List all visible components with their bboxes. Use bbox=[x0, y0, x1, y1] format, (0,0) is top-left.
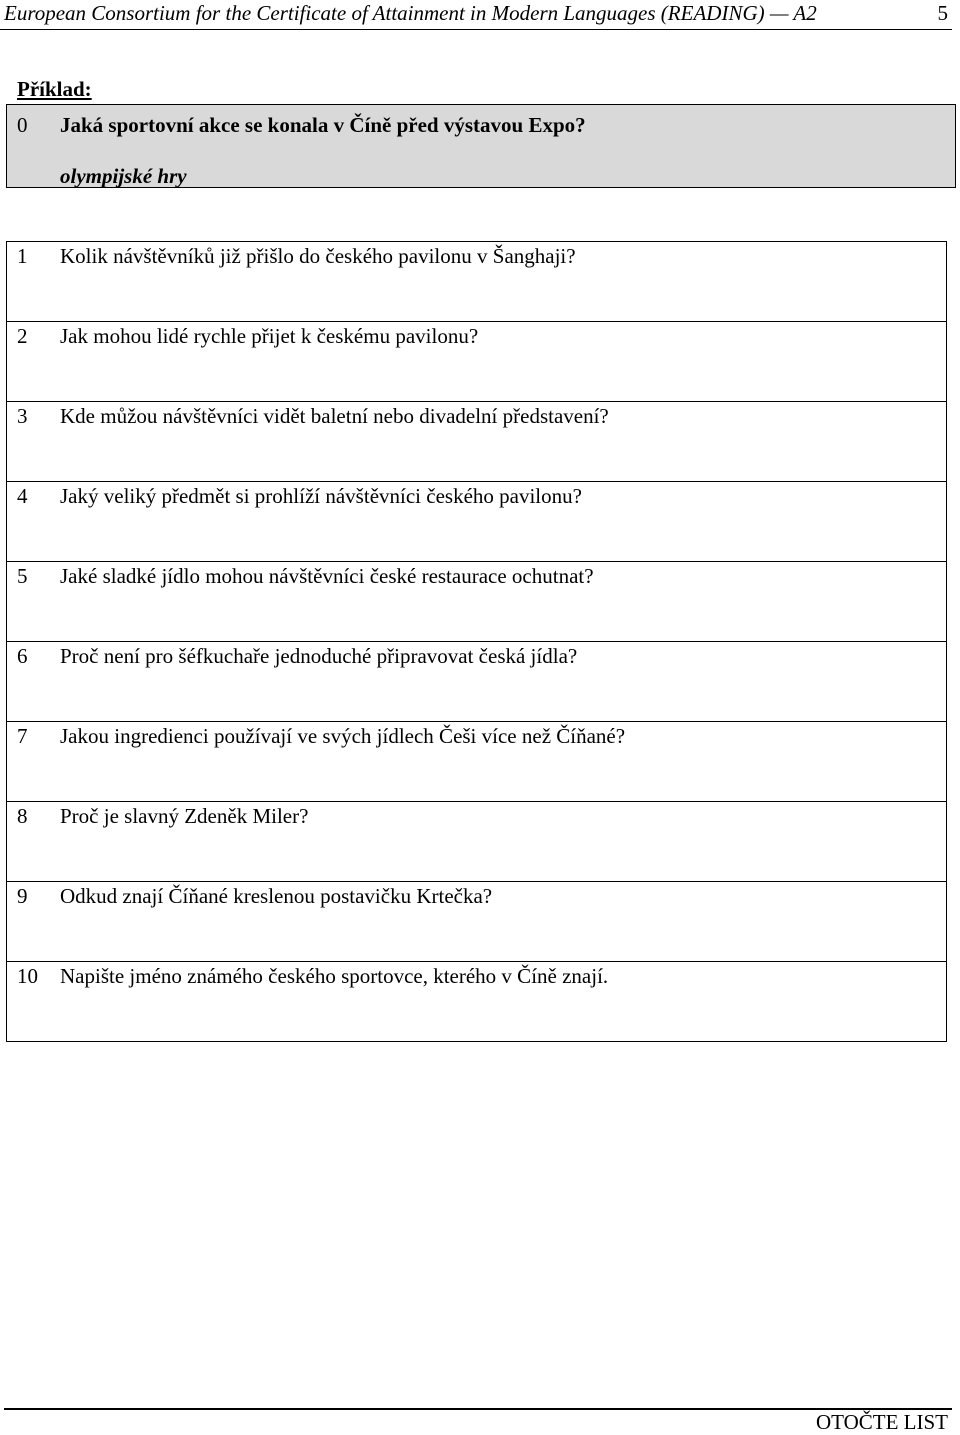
answer-cell[interactable] bbox=[7, 322, 947, 402]
example-box bbox=[6, 104, 956, 188]
question-text: Kde můžou návštěvníci vidět baletní nebo divadelní představení? bbox=[60, 404, 609, 428]
question-number: 7 bbox=[17, 724, 28, 748]
answer-cell[interactable] bbox=[7, 802, 947, 882]
answer-cell[interactable] bbox=[7, 562, 947, 642]
header-title: European Consortium for the Certificate of Attainment in Modern Languages (READING) — A2 bbox=[4, 1, 817, 25]
question-number: 5 bbox=[17, 564, 28, 588]
page-number: 5 bbox=[937, 1, 948, 25]
question-text: Jak mohou lidé rychle přijet k českému pavilonu? bbox=[60, 324, 479, 348]
question-number: 2 bbox=[17, 324, 28, 348]
example-number: 0 bbox=[17, 113, 28, 137]
question-text: Proč je slavný Zdeněk Miler? bbox=[60, 804, 309, 828]
table-row bbox=[7, 882, 947, 962]
answer-cell[interactable] bbox=[7, 402, 947, 482]
example-label: Příklad: bbox=[17, 77, 92, 101]
question-number: 10 bbox=[17, 964, 38, 988]
answer-cell[interactable] bbox=[7, 962, 947, 1042]
answer-cell[interactable] bbox=[7, 482, 947, 562]
question-text: Kolik návštěvníků již přišlo do českého pavilonu v Šanghaji? bbox=[60, 244, 576, 268]
question-text: Napište jméno známého českého sportovce, kterého v Číně znají. bbox=[60, 964, 609, 988]
answer-cell[interactable] bbox=[7, 722, 947, 802]
question-number: 3 bbox=[17, 404, 28, 428]
table-row bbox=[7, 962, 947, 1042]
question-number: 9 bbox=[17, 884, 28, 908]
table-row bbox=[7, 482, 947, 562]
answer-cell[interactable] bbox=[7, 642, 947, 722]
answer-cell[interactable] bbox=[7, 882, 947, 962]
question-number: 8 bbox=[17, 804, 28, 828]
footer-divider bbox=[4, 1408, 952, 1410]
question-number: 4 bbox=[17, 484, 28, 508]
question-text: Jaké sladké jídlo mohou návštěvníci české restaurace ochutnat? bbox=[60, 564, 594, 588]
questions-table bbox=[6, 241, 947, 1042]
question-text: Odkud znají Číňané kreslenou postavičku Krtečka? bbox=[60, 884, 493, 908]
answer-cell[interactable] bbox=[7, 242, 947, 322]
table-row bbox=[7, 722, 947, 802]
question-text: Proč není pro šéfkuchaře jednoduché připravovat česká jídla? bbox=[60, 644, 578, 668]
table-row bbox=[7, 802, 947, 882]
example-question: Jaká sportovní akce se konala v Číně před výstavou Expo? bbox=[60, 113, 586, 137]
table-row bbox=[7, 322, 947, 402]
table-row bbox=[7, 642, 947, 722]
question-text: Jakou ingredienci používají ve svých jídlech Češi více než Číňané? bbox=[60, 724, 626, 748]
table-row bbox=[7, 562, 947, 642]
page-header bbox=[0, 0, 952, 30]
question-number: 1 bbox=[17, 244, 28, 268]
question-number: 6 bbox=[17, 644, 28, 668]
question-text: Jaký veliký předmět si prohlíží návštěvníci českého pavilonu? bbox=[60, 484, 582, 508]
example-answer: olympijské hry bbox=[60, 164, 187, 188]
footer-turn-over: OTOČTE LIST bbox=[815, 1410, 948, 1434]
table-row bbox=[7, 242, 947, 322]
table-row bbox=[7, 402, 947, 482]
